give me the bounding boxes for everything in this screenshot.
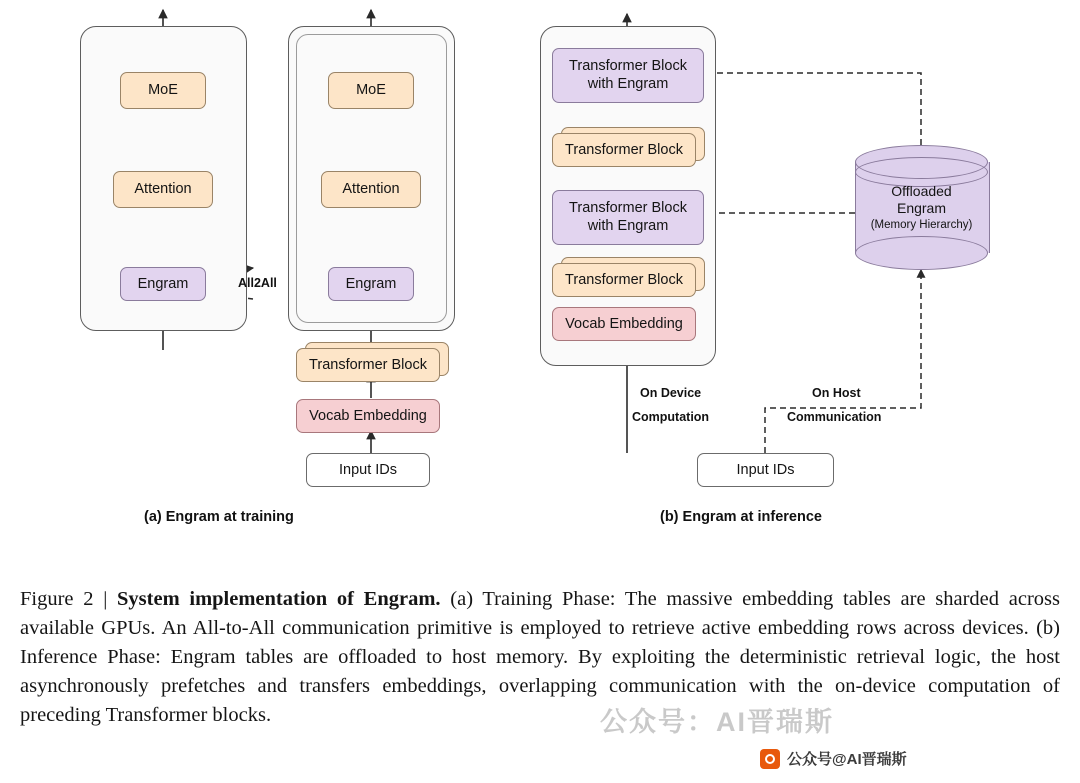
caption-figure-label: Figure 2 | — [20, 588, 108, 610]
node-transformer-block-upper: Transformer Block — [552, 133, 696, 167]
node-attention-left: Attention — [113, 171, 213, 208]
storage-title-line2: Engram — [896, 200, 947, 217]
node-label-line1: Transformer Block — [569, 58, 687, 75]
node-engram-left: Engram — [120, 267, 206, 301]
node-label-line1: Transformer Block — [569, 200, 687, 217]
caption-title: System implementation of Engram. — [117, 588, 441, 610]
cylinder-label — [855, 145, 988, 270]
node-vocab-embedding-b: Vocab Embedding — [552, 307, 696, 341]
node-input-ids-a: Input IDs — [306, 453, 430, 487]
on-device-label-line2: Computation — [632, 410, 710, 424]
node-label-line2: with Engram — [587, 76, 669, 92]
caption-body: (a) Training Phase: The massive embedding tables are sharded across available GPUs. An All-to-All communication primitive is employed to retrieve active embedding rows across devices. (b) Inference Phase: Engram tables are offloaded to host memory. By exploiting the deterministic retrieval logic, the host asynchronously prefetches and transfers embeddings, overlapping communication with the on-device computation of preceding Transformer blocks. — [20, 588, 1060, 727]
node-moe-right: MoE — [328, 72, 414, 109]
storage-subtitle: (Memory Hierarchy) — [870, 218, 973, 231]
watermark-badge-text: 公众号@AI晋瑞斯 — [787, 751, 907, 768]
node-vocab-embedding-a: Vocab Embedding — [296, 399, 440, 433]
watermark-badge — [760, 748, 907, 769]
node-moe-left: MoE — [120, 72, 206, 109]
watermark-text: 公众号：AI晋瑞斯 — [600, 707, 834, 737]
on-host-label-line1: On Host — [812, 386, 861, 400]
on-device-label-line1: On Device — [640, 386, 702, 400]
offloaded-engram-storage — [855, 145, 988, 270]
subcaption-b: (b) Engram at inference — [660, 509, 822, 525]
on-host-label-line2: Communication — [787, 410, 882, 424]
node-engram-right: Engram — [328, 267, 414, 301]
node-transformer-block-with-engram-top — [552, 48, 704, 103]
node-transformer-block-lower: Transformer Block — [552, 263, 696, 297]
storage-title-line1: Offloaded — [891, 182, 952, 199]
figure-caption — [20, 585, 1060, 731]
node-attention-right: Attention — [321, 171, 421, 208]
node-transformer-block-with-engram-mid — [552, 190, 704, 245]
all2all-label: All2All — [238, 276, 277, 290]
sohu-logo-icon — [760, 749, 780, 769]
node-label-line2: with Engram — [587, 218, 669, 234]
node-input-ids-b: Input IDs — [697, 453, 834, 487]
node-transformer-block-a: Transformer Block — [296, 348, 440, 382]
subcaption-a: (a) Engram at training — [144, 509, 294, 525]
